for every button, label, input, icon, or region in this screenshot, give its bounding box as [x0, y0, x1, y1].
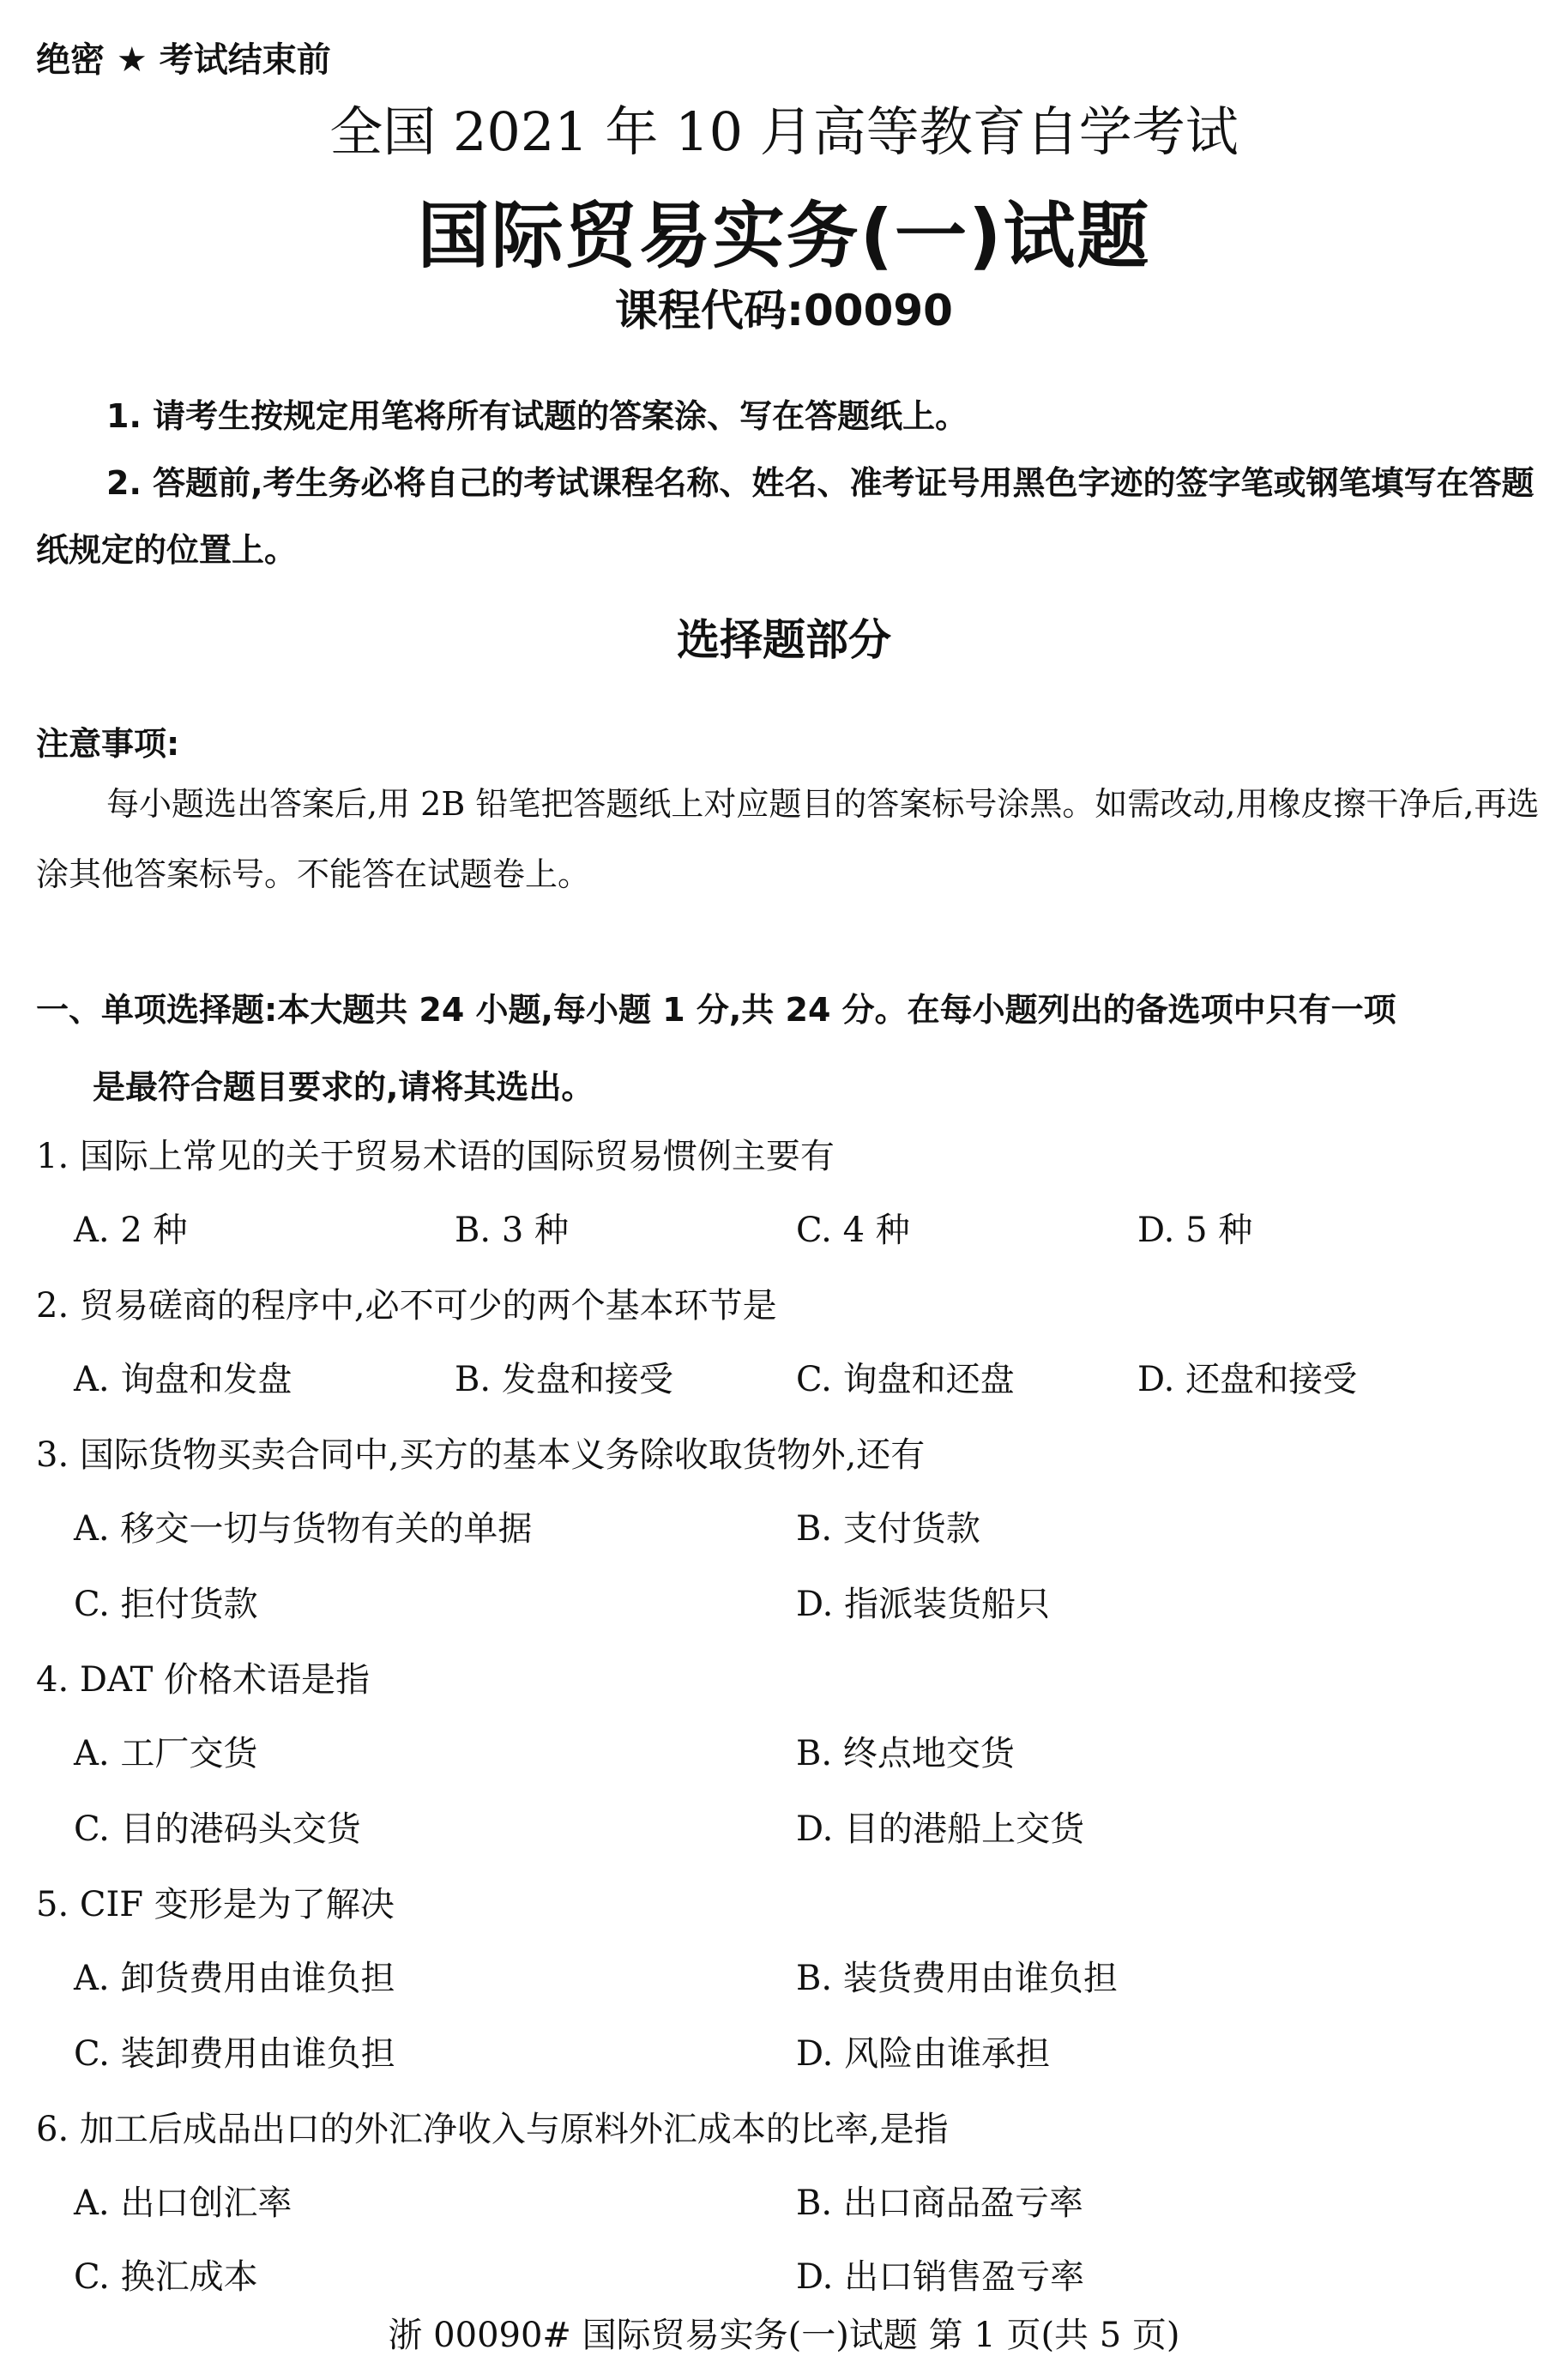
- question-3-option-d: D. 指派装货船只: [796, 1585, 1051, 1624]
- part-one-heading-line1: 一、单项选择题:本大题共 24 小题,每小题 1 分,共 24 分。在每小题列出的备选项中只有一项: [36, 991, 1396, 1029]
- subject-title: 国际贸易实务(一)试题: [417, 194, 1151, 278]
- page-footer: 浙 00090# 国际贸易实务(一)试题 第 1 页(共 5 页): [388, 2316, 1180, 2355]
- question-5-option-c: C. 装卸费用由谁负担: [74, 2034, 395, 2074]
- question-6-option-d: D. 出口销售盈亏率: [796, 2257, 1085, 2297]
- question-2-option-c: C. 询盘和还盘: [796, 1360, 1015, 1399]
- question-1-stem: 1. 国际上常见的关于贸易术语的国际贸易惯例主要有: [36, 1137, 835, 1176]
- question-4-option-d: D. 目的港船上交货: [796, 1809, 1085, 1849]
- question-3-option-a: A. 移交一切与货物有关的单据: [74, 1509, 533, 1549]
- exam-title: 全国 2021 年 10 月高等教育自学考试: [329, 100, 1239, 163]
- question-6-stem: 6. 加工后成品出口的外汇净收入与原料外汇成本的比率,是指: [36, 2110, 949, 2149]
- question-2-option-a: A. 询盘和发盘: [74, 1360, 292, 1399]
- question-3-option-b: B. 支付货款: [796, 1509, 980, 1549]
- part-one-heading: [36, 971, 1546, 1126]
- question-1-option-a: A. 2 种: [74, 1211, 188, 1250]
- instruction-2: 2. 答题前,考生务必将自己的考试课程名称、姓名、准考证号用黑色字迹的签字笔或钢笔填写在答题纸规定的位置上。: [36, 464, 1535, 569]
- question-4-stem: 4. DAT 价格术语是指: [36, 1660, 371, 1700]
- question-6-option-a: A. 出口创汇率: [74, 2184, 292, 2223]
- course-code: 课程代码:00090: [615, 286, 953, 335]
- question-5-option-d: D. 风险由谁承担: [796, 2034, 1051, 2074]
- question-5-option-b: B. 装货费用由谁负担: [796, 1959, 1118, 1998]
- confidential-mark: 绝密 ★ 考试结束前: [36, 40, 331, 80]
- section-title: 选择题部分: [677, 615, 891, 665]
- question-2-option-b: B. 发盘和接受: [455, 1360, 673, 1399]
- question-4-option-c: C. 目的港码头交货: [74, 1809, 361, 1849]
- part-one-heading-line2: 是最符合题目要求的,请将其选出。: [93, 1068, 594, 1106]
- question-1-option-b: B. 3 种: [455, 1211, 569, 1250]
- question-6-option-c: C. 换汇成本: [74, 2257, 258, 2297]
- notice-text: 每小题选出答案后,用 2B 铅笔把答题纸上对应题目的答案标号涂黑。如需改动,用橡皮擦干净后,再选涂其他答案标号。不能答在试题卷上。: [36, 785, 1540, 893]
- question-1-option-c: C. 4 种: [796, 1211, 910, 1250]
- question-3-option-c: C. 拒付货款: [74, 1585, 258, 1624]
- question-5-stem: 5. CIF 变形是为了解决: [36, 1885, 395, 1924]
- question-4-option-a: A. 工厂交货: [74, 1734, 258, 1773]
- question-5-option-a: A. 卸货费用由谁负担: [74, 1959, 395, 1998]
- notice-label: 注意事项:: [36, 725, 180, 763]
- question-3-stem: 3. 国际货物买卖合同中,买方的基本义务除收取货物外,还有: [36, 1435, 926, 1475]
- question-2-stem: 2. 贸易磋商的程序中,必不可少的两个基本环节是: [36, 1286, 777, 1326]
- question-1-option-d: D. 5 种: [1137, 1211, 1253, 1250]
- question-2-option-d: D. 还盘和接受: [1137, 1360, 1358, 1399]
- question-6-option-b: B. 出口商品盈亏率: [796, 2184, 1083, 2223]
- instruction-1: 1. 请考生按规定用笔将所有试题的答案涂、写在答题纸上。: [106, 397, 968, 435]
- question-4-option-b: B. 终点地交货: [796, 1734, 1015, 1773]
